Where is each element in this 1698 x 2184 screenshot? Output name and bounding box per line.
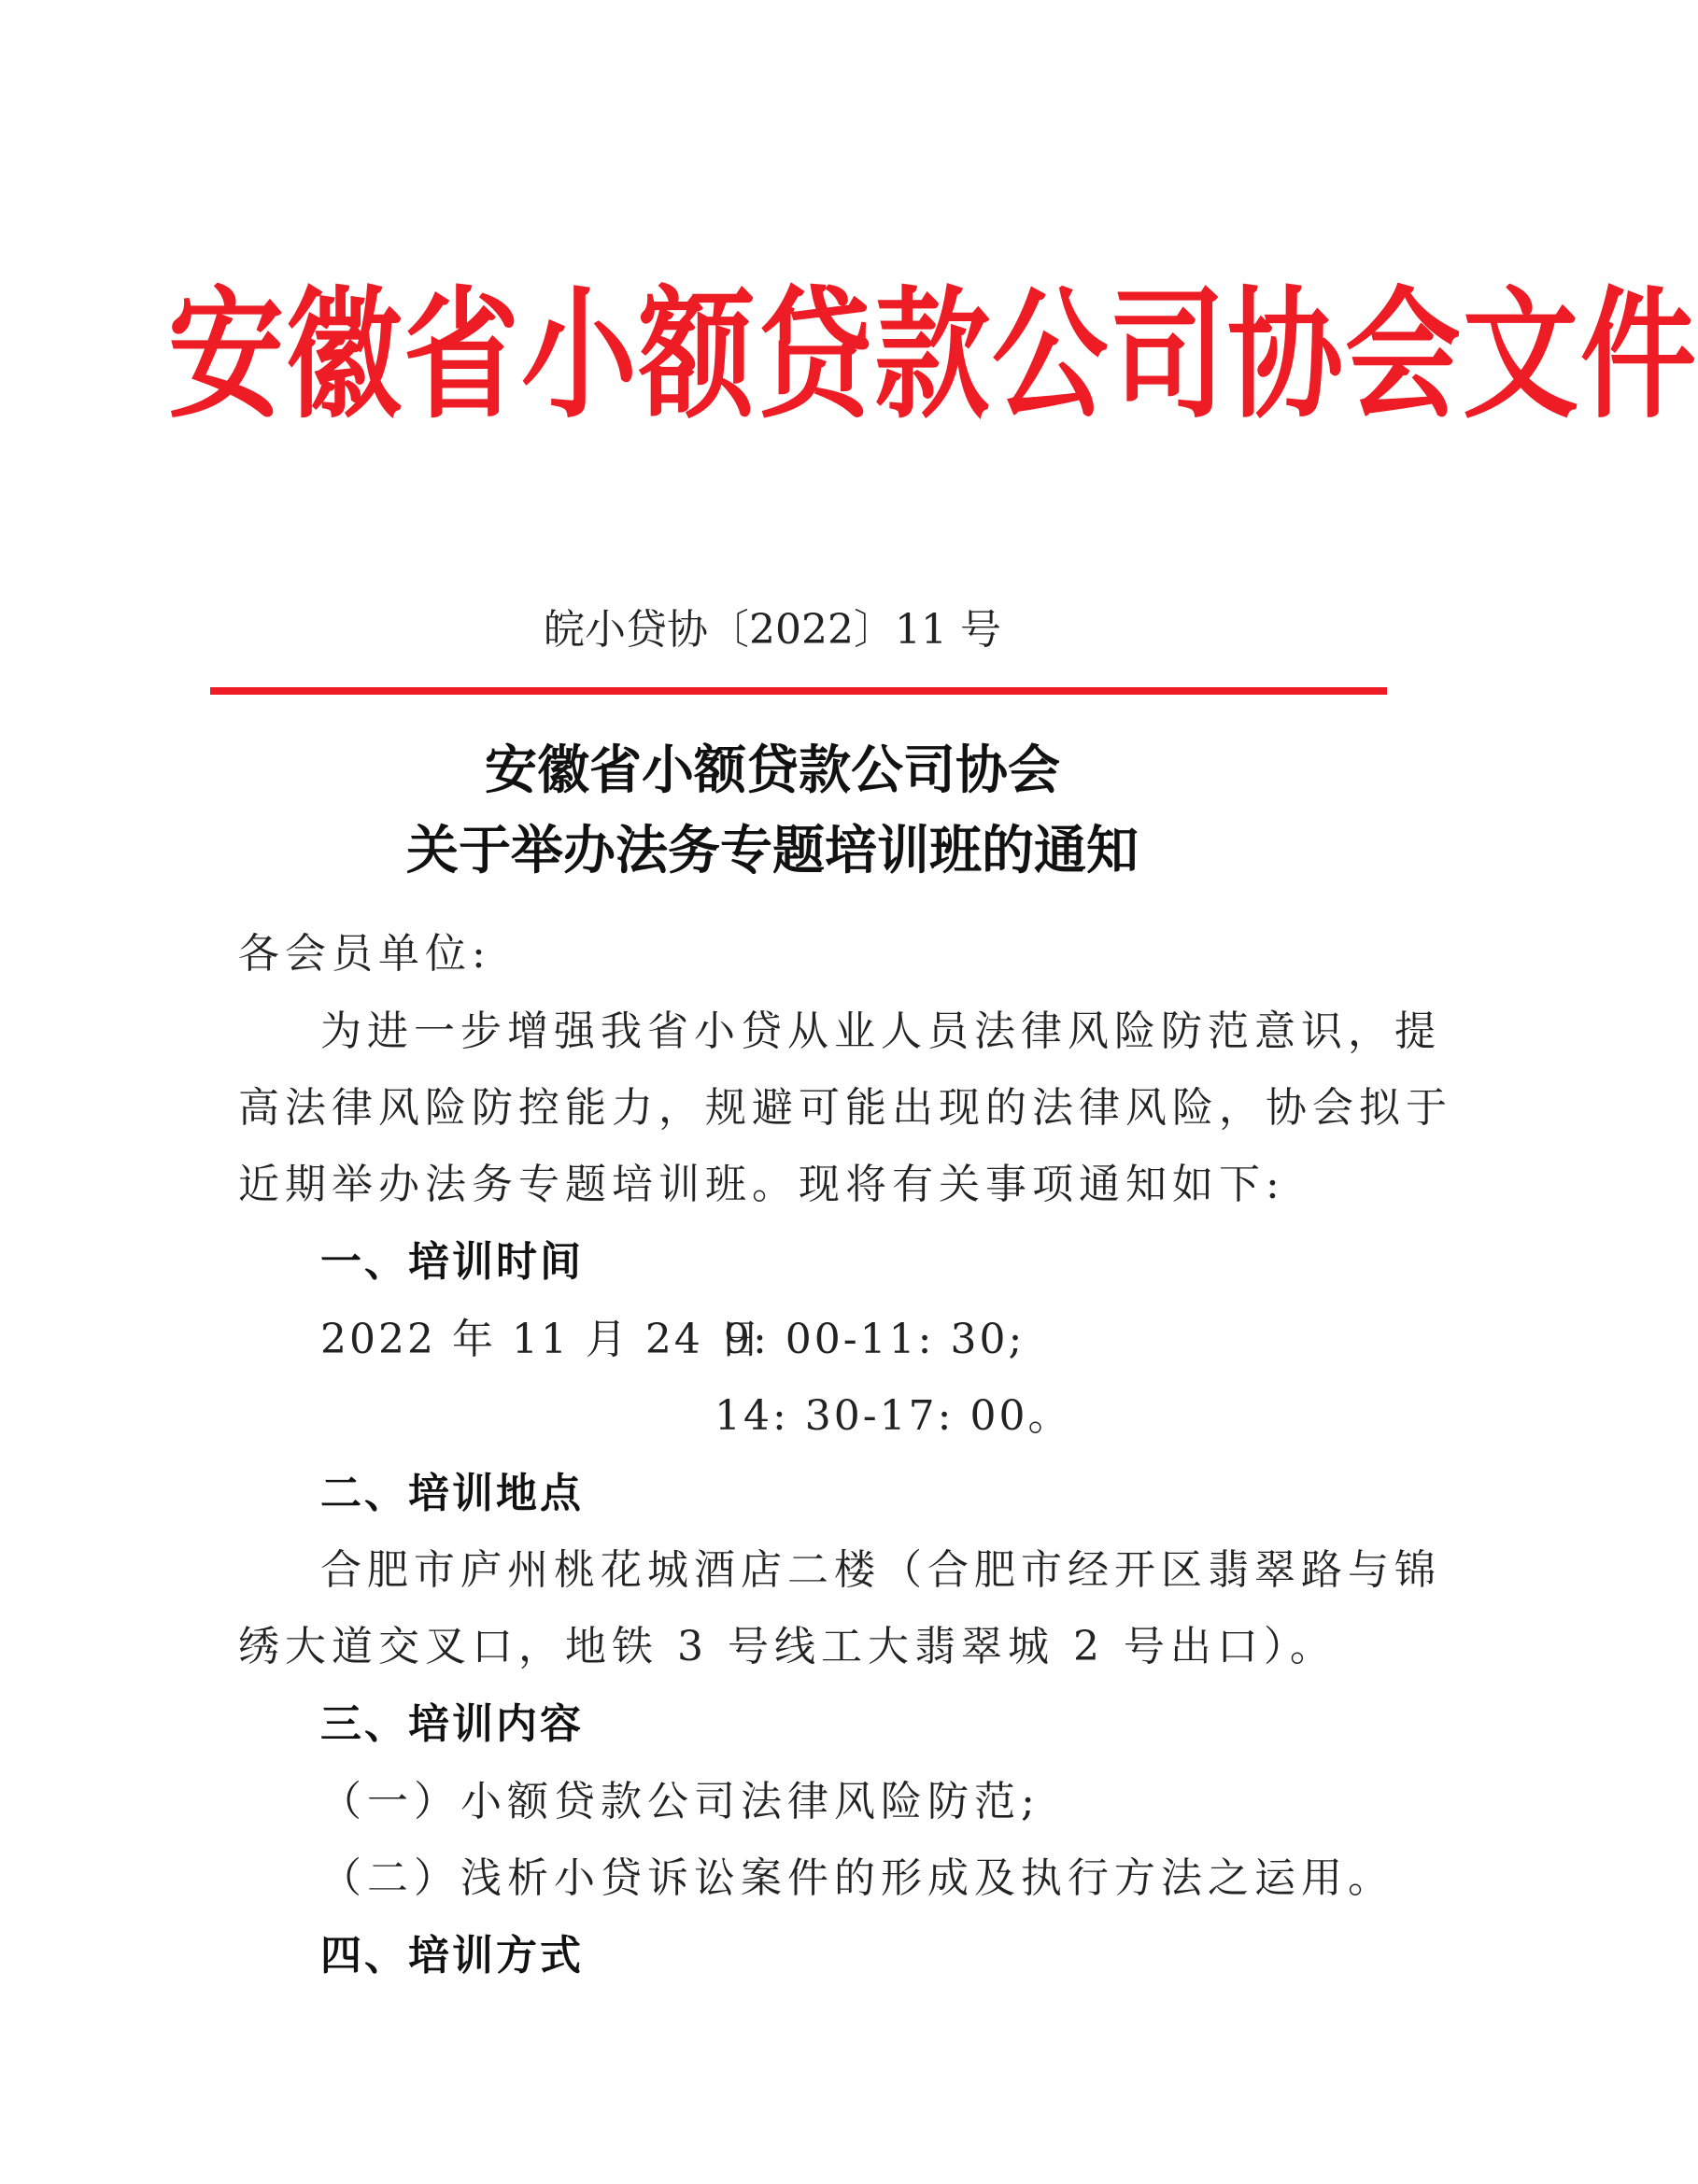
red-divider-line <box>210 687 1387 695</box>
content-item: （一）小额贷款公司法律风险防范; <box>320 1778 1040 1825</box>
section-heading-method: 四、培训方式 <box>320 1932 584 1980</box>
training-date: 2022 年 11 月 24 日 <box>320 1316 763 1363</box>
notice-title-line2: 关于举办法务专题培训班的通知 <box>406 820 1139 881</box>
intro-line: 高法律风险防控能力，规避可能出现的法律风险，协会拟于 <box>238 1084 1452 1132</box>
section-heading-location: 二、培训地点 <box>320 1470 584 1517</box>
notice-title-line1: 安徽省小额贷款公司协会 <box>485 740 1060 801</box>
training-time-morning: 9: 00-11: 30; <box>724 1316 1026 1363</box>
document-header-title: 安徽省小额贷款公司协会文件 <box>168 273 1698 439</box>
training-time-afternoon: 14: 30-17: 00。 <box>715 1392 1072 1440</box>
content-item: （二）浅析小贷诉讼案件的形成及执行方法之运用。 <box>320 1854 1394 1902</box>
document-number: 皖小贷协〔2022〕11 号 <box>544 606 1001 654</box>
section-heading-content: 三、培训内容 <box>320 1700 584 1748</box>
salutation: 各会员单位: <box>238 930 491 978</box>
intro-line: 为进一步增强我省小贷从业人员法律风险防范意识，提 <box>320 1007 1441 1055</box>
section-heading-time: 一、培训时间 <box>320 1238 584 1286</box>
location-line: 绣大道交叉口，地铁 3 号线工大翡翠城 2 号出口）。 <box>238 1623 1337 1670</box>
location-line: 合肥市庐州桃花城酒店二楼（合肥市经开区翡翠路与锦 <box>320 1546 1441 1594</box>
intro-line: 近期举办法务专题培训班。现将有关事项通知如下: <box>238 1161 1285 1208</box>
